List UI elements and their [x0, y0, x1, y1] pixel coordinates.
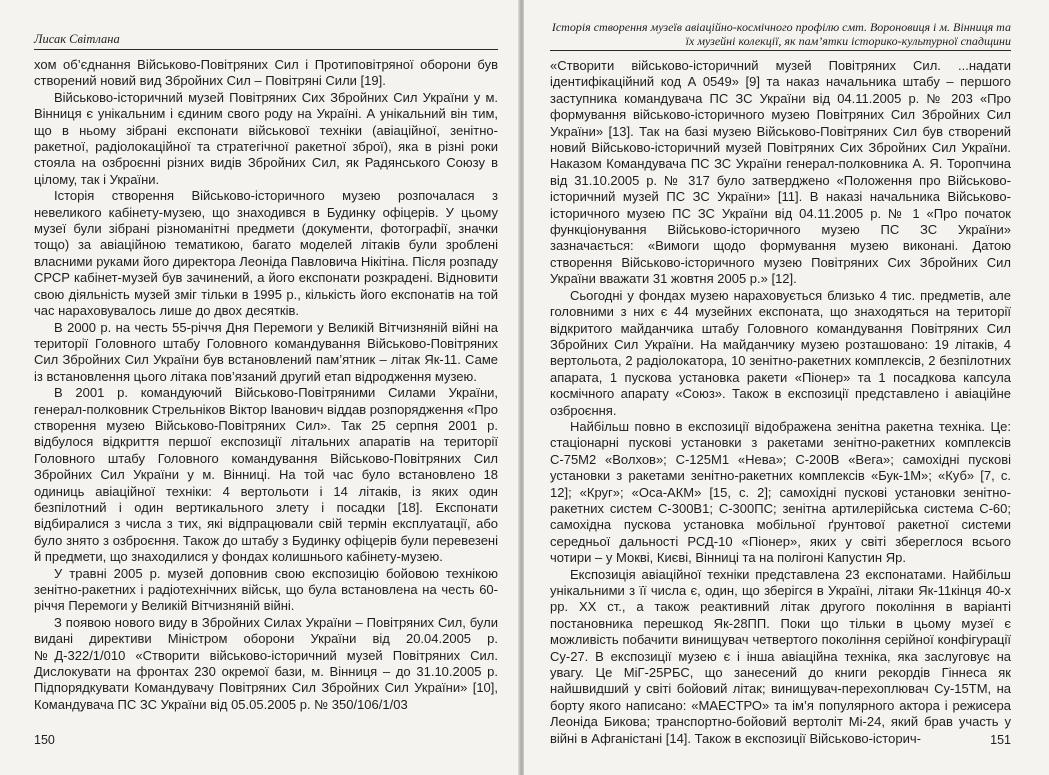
running-head-line: їх музейні колекції, як пам’ятки історико-культурної спадщини — [685, 33, 1011, 48]
running-head-author: Лисак Світлана — [34, 0, 498, 50]
paragraph: У травні 2005 р. музей доповнив свою експозицію бойовою технікою зенітно-ракетних і радіотехнічних військ, що була встановлена на честь 60-річчя Перемоги у Великій Вітчизняній війні. — [34, 565, 498, 614]
right-page — [524, 0, 1049, 775]
paragraph: Експозиція авіаційної техніки представлена 23 експонатами. Найбільш унікальними з її числа є, один, що зберігся в Україні, літаки Як-11кінця 40-х рр. ХХ ст., а також реактивний літак другого покоління в варіанті постановника перешкод Як-28ПП. Поки що тільки в цьому музеї є можливість побачити винищувач четвертого покоління серійної конфігурації Су-27. В експозиції музею є і інша авіаційна техніка, яка заслуговує на увагу. Це МіГ-25РБС, що занесений до книги рекордів Гіннеса як найшвидший у світі бойовий літак; винищувач-перехоплювач Су-15ТМ, на борту якого написано: «МАЕСТРО» та ім’я популярного актора і режисера Леоніда Бикова; транспортно-бойовий вертоліт Мі-24, який брав участь у війні в Афганістані [14]. Також в експозиції Військово-історич- — [550, 566, 1011, 746]
paragraph: Історія створення Військово-історичного музею розпочалася з невеликого кабінету-музею, що знаходився в Будинку офіцерів. У цьому музеї були зібрані різноманітні предмети (документи, фотографії, значки тощо) за авіаційною тематикою, багато моделей літаків були зроблені власними руками його директора Леоніда Павловича Нікітіна. Після розпаду СРСР кабінет-музей був зачинений, а його експонати розкрадені. Відновити свою діяльність музей зміг тільки в 1995 р., кількість його експонатів на той час нараховувалось лише до двох десятків. — [34, 188, 498, 319]
left-page-body — [34, 57, 498, 713]
page-number: 150 — [34, 733, 55, 747]
left-page — [0, 0, 520, 775]
paragraph: Сьогодні у фондах музею нараховується близько 4 тис. предметів, але головними з них є 44 музейних експоната, що знаходяться на території відкритого майданчика штабу Головного командування Повітряних Сил Збройних Сил України. На майданчику музею розташовано: 19 літаків, 4 вертольота, 2 радіолокатора, 10 зенітно-ракетних комплексів, 2 безпілотних апарата, 1 пускова установка ракети «Піонер» та 1 посадкова капсула космічного апарату «Союз». Також в експозиції представлено і авіаційне озброєння. — [550, 287, 1011, 418]
paragraph: Найбільш повно в експозиції відображена зенітна ракетна техніка. Це: стаціонарні пускові установки з ракетами зенітно-ракетних комплексів С-75М2 «Волхов»; С-125М1 «Нева»; С-200В «Вега»; самохідні пускові установки з ракетами зенітно-ракетних комплексів «Бук-1М»; «Куб» [7, с. 12]; «Круг»; «Оса-АКМ» [15, с. 2]; самохідні пускові установки зенітно-ракетних систем С-300В1; С-300ПС; зенітна артилерійська система С-60; самохідна пускова установка мобільної ґрунтової ракетної системи середньої дальності РСД-10 «Піонер», яких у світі збереглося всього чотири – у Мокві, Києві, Вінниці та на полігоні Капустин Яр. — [550, 418, 1011, 566]
running-head-line: Історія створення музеїв авіаційно-космічного профілю смт. Вороновиця і м. Вінниця та — [551, 20, 1011, 34]
paragraph: «Створити військово-історичний музей Повітряних Сил. ...надати ідентифікаційний код А 0549» [9] та наказ начальника штабу – першого заступника командувача ПС ЗС України від 04.11.2005 р. № 203 «Про формування військово-історичного музею Повітряних Сил Збройних Сил України» [13]. Так на базі музею Військово-Повітряних Сил був створений новий Військово-історичний музей Повітряних Сих Збройних Сил України. Наказом Командувача ПС ЗС України генерал-полковника А. Я. Торопчина від 31.10.2005 р. № 317 було затверджено «Положення про Військово-історичний музей ПС ЗС України» [11]. В наказі начальника Військово-історичного музею ПС ЗС України від 04.11.2005 р. № 1 «Про початок функціонування Військово-історичного музею ПС ЗС України» зазначається: «Вимоги щодо формування музею виконані. Датою створення Військово-історичного музею Повітряних Сих Збройних Сил України вважати 31 жовтня 2005 р.» [12]. — [550, 58, 1011, 287]
paragraph: хом об’єднання Військово-Повітряних Сил і Протиповітряної оборони був створений новий вид Збройних Сил – Повітряні Сили [19]. — [34, 57, 498, 89]
paragraph: В 2000 р. на честь 55-річчя Дня Перемоги у Великій Вітчизняній війні на території Головного штабу Головного командування Військово-Повітряних Сил Збройних Сил України був встановлений пам’ятник – літак Як-11. Саме із встановлення цього літака пов’язаний другий етап відродження музею. — [34, 319, 498, 384]
right-page-body — [550, 58, 1011, 747]
paragraph: З появою нового виду в Збройних Силах України – Повітряних Сил, були видані директиви Міністром оборони України від 20.04.2005 р. №Д-322/1/010 «Створити військово-історичний музей Повітряних Сил. Дислокувати на фронтах 230 окремої бази, м. Вінниця – до 31.10.2005 р. Підпорядкувати Командувачу Повітряних Сил Збройних Сил України» [10], Командувача ПС ЗС України від 05.05.2005 р. № 350/106/1/03 — [34, 614, 498, 712]
paragraph: Військово-історичний музей Повітряних Сих Збройних Сил України у м. Вінниця є унікальним і єдиним свого роду на Україні. А унікальний він тим, що в ньому зібрані експонати військової техніки (авіаційної, зенітно-ракетної, радіолокаційної та стратегічної ракетної зброї), яка в різні роки стояла на озброєнні різних видів Збройних Сил, як Радянського Союзу в цілому, так і України. — [34, 89, 498, 187]
running-head-title — [550, 0, 1011, 51]
paragraph: В 2001 р. командуючий Військово-Повітряними Силами України, генерал-полковник Стрельніков Віктор Іванович віддав розпорядження «Про створення музею Військово-Повітряних Сил». Так 25 серпня 2001 р. відбулося відкриття першої експозиції літальних апаратів на території Головного штабу Головного командування Військово-Повітряних Сил Збройних Сил України у м. Вінниці. На той час було встановлено 18 одиниць авіаційної техніки: 4 вертольоти і 14 літаків, із яких один безпілотний і один вертикального злету і посадки [18]. Експонати відбиралися з числа з тих, які відпрацювали свій термін експлуатації, або було знято з озброєння. Також до штабу з Будинку офіцерів були перевезені й предмети, що знаходилися у фондах колишнього кабінету-музею. — [34, 385, 498, 565]
page-number: 151 — [990, 733, 1011, 747]
